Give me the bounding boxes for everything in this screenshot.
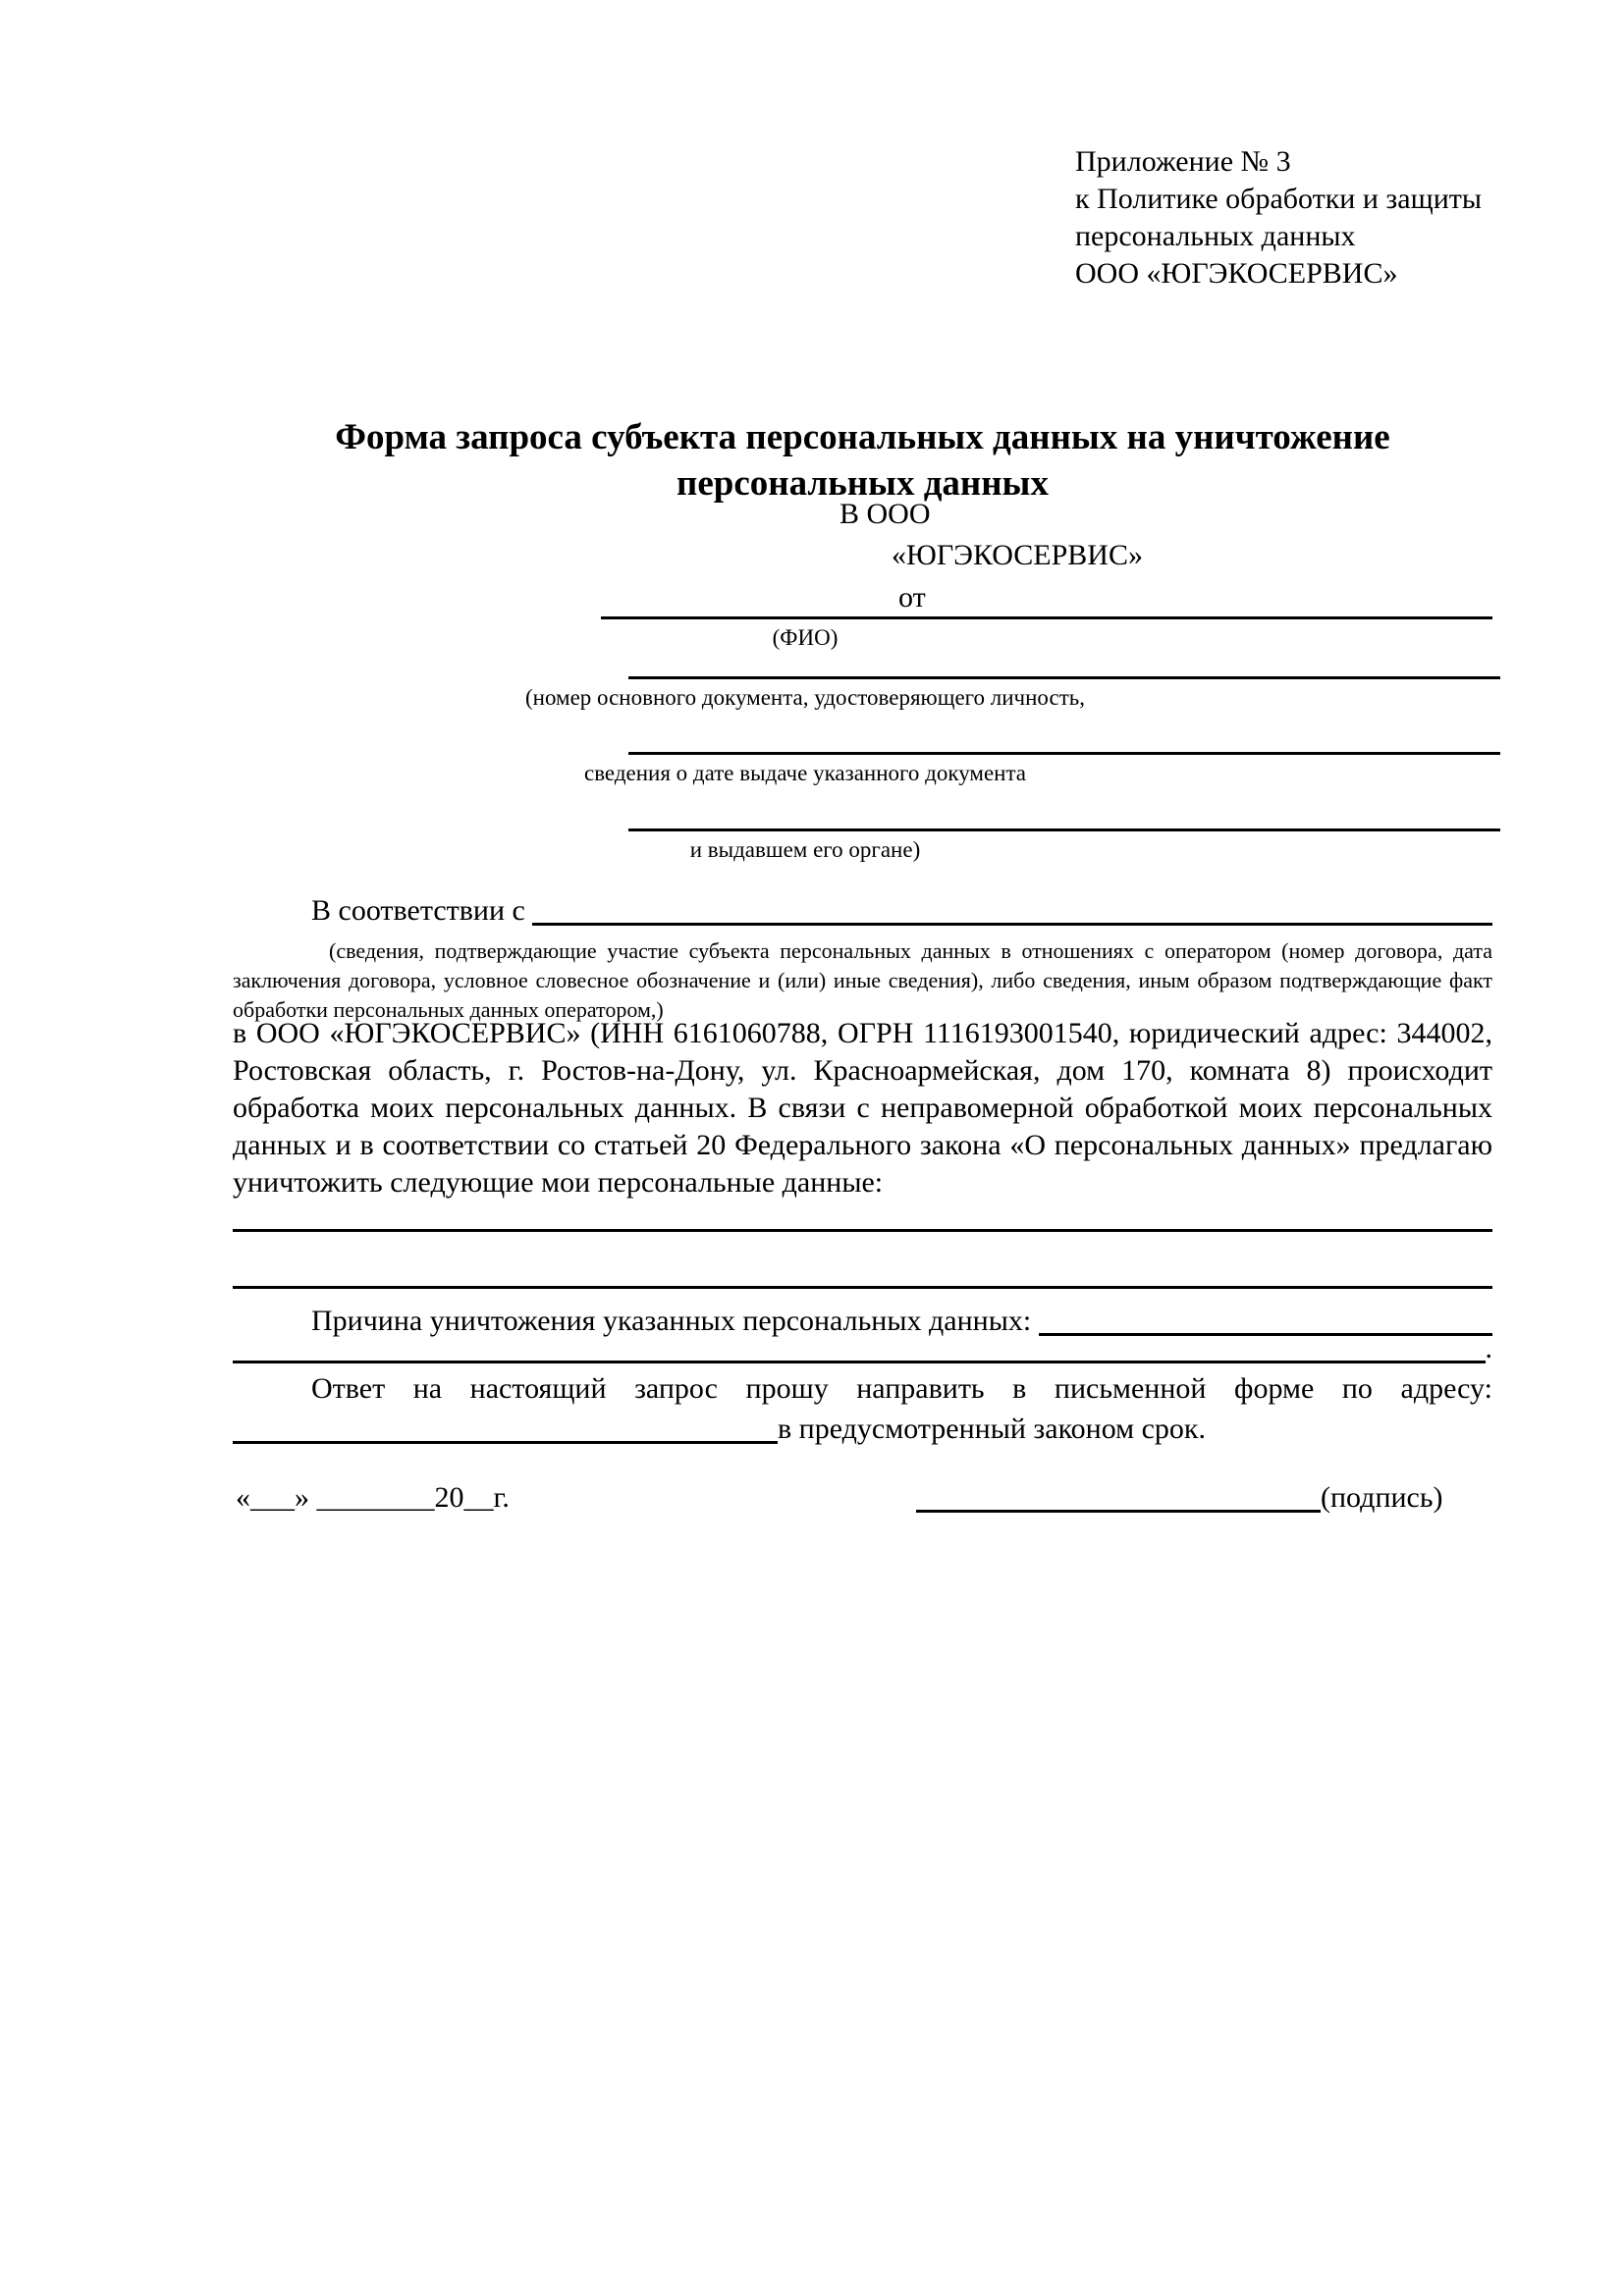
appendix-header [1075,143,1482,293]
data-to-destroy-blank-line-1 [233,1229,1492,1232]
document-issuer-caption: и выдавшем его органе) [689,837,921,862]
form-title-line-1: Форма запроса субъекта персональных данных на уничтожение [335,417,1390,457]
document-number-blank-line [628,676,1500,679]
document-number-caption: (номер основного документа, удостоверяющего личность, [524,685,1085,710]
fio-blank-line [601,616,1492,619]
answer-suffix: в предусмотренный законом срок. [778,1413,1206,1445]
body-paragraph: в ООО «ЮГЭКОСЕРВИС» (ИНН 6161060788, ОГРН 1116193001540, юридический адрес: 344002, Ростовская область, г. Ростов-на-Дону, ул. Красноармейская, дом 170, комната 8) происходит обработка моих персональных данных. В связи с неправомерной обработкой моих персональных данных и в соответствии со статьей 20 Федерального закона «О персональных данных» предлагаю уничтожить следующие мои персональные данные: [233,1017,1492,1199]
document-issuer-blank-line [628,828,1500,831]
addressee-from-label: от [898,581,926,614]
fio-caption: (ФИО) [772,625,839,650]
accordance-label: В соответствии с [311,894,525,927]
reason-label: Причина уничтожения указанных персональных данных: [311,1305,1032,1337]
answer-address-blank-line [233,1410,778,1444]
signature-caption: (подпись) [1321,1481,1443,1514]
date-placeholder: «___» ________20__г. [236,1481,510,1514]
answer-address-row [233,1410,1492,1449]
accordance-spacer [525,891,533,931]
form-title-line-2: персональных данных [677,463,1049,504]
signature-blank-line [916,1478,1321,1513]
appendix-line-1: Приложение № 3 [1075,145,1291,178]
document-issue-date-blank-line [628,752,1500,755]
accordance-row [233,891,1492,931]
document-issue-date-caption: сведения о дате выдаче указанного документа [583,761,1027,785]
appendix-line-3: персональных данных [1075,220,1356,252]
form-title [233,414,1492,507]
answer-request-text: Ответ на настоящий запрос прошу направить в письменной форме по адресу: [311,1372,1492,1405]
accordance-note: (сведения, подтверждающие участие субъекта персональных данных в отношениях с оператором (номер договора, дата заключения договора, условное словесное обозначение и (или) иные сведения), либо сведения, иным образом подтверждающие факт обработки персональных данных оператором,) [233,938,1492,1022]
reason-period: . [1485,1332,1492,1364]
accordance-blank-line [532,891,1492,926]
signature-row [916,1478,1492,1518]
reason-continuation-blank-line [233,1329,1486,1363]
appendix-line-2: к Политике обработки и защиты [1075,183,1483,215]
addressee-company: «ЮГЭКОСЕРВИС» [892,539,1143,571]
appendix-line-4: ООО «ЮГЭКОСЕРВИС» [1075,257,1398,290]
reason-continuation-row [233,1329,1492,1368]
addressee-to-prefix: В ООО [839,498,931,530]
data-to-destroy-blank-line-2 [233,1286,1492,1289]
